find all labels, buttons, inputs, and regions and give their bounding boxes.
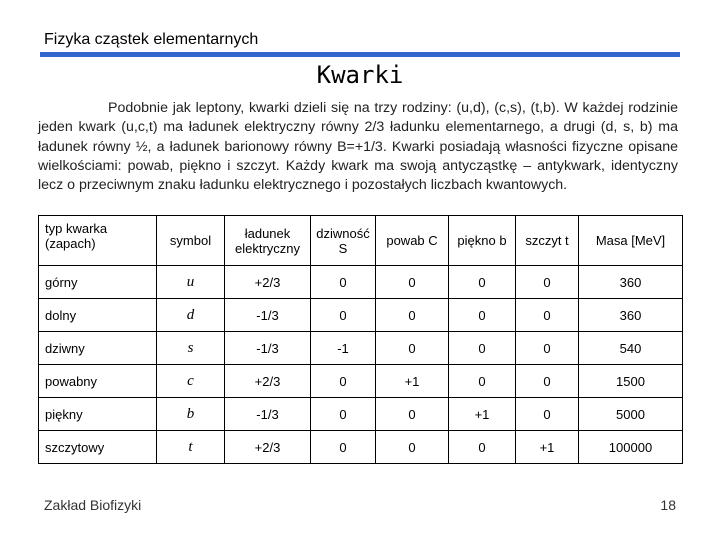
cell-charge: -1/3 bbox=[225, 299, 311, 332]
header-cell-name: typ kwarka (zapach) bbox=[39, 216, 157, 266]
page-number: 18 bbox=[660, 497, 676, 513]
table-row bbox=[39, 365, 683, 398]
header-cell-charm: powab C bbox=[376, 216, 449, 266]
table-row bbox=[39, 266, 683, 299]
cell-symbol: u bbox=[157, 266, 225, 299]
header-cell-mass: Masa [MeV] bbox=[579, 216, 683, 266]
table-row bbox=[39, 299, 683, 332]
cell-beauty: 0 bbox=[449, 332, 516, 365]
cell-charge: +2/3 bbox=[225, 431, 311, 464]
table-header-row bbox=[39, 216, 683, 266]
cell-mass: 5000 bbox=[579, 398, 683, 431]
quark-table bbox=[38, 215, 683, 464]
cell-mass: 360 bbox=[579, 266, 683, 299]
header-cell-beauty: piękno b bbox=[449, 216, 516, 266]
header-cell-symbol: symbol bbox=[157, 216, 225, 266]
cell-mass: 1500 bbox=[579, 365, 683, 398]
header-rule bbox=[40, 52, 680, 57]
cell-strangeness: 0 bbox=[311, 299, 376, 332]
cell-name: szczytowy bbox=[39, 431, 157, 464]
cell-charge: +2/3 bbox=[225, 365, 311, 398]
cell-strangeness: 0 bbox=[311, 398, 376, 431]
table-row bbox=[39, 431, 683, 464]
cell-top: +1 bbox=[516, 431, 579, 464]
cell-strangeness: 0 bbox=[311, 266, 376, 299]
cell-strangeness: 0 bbox=[311, 365, 376, 398]
cell-top: 0 bbox=[516, 398, 579, 431]
cell-name: górny bbox=[39, 266, 157, 299]
cell-charm: 0 bbox=[376, 266, 449, 299]
cell-symbol: c bbox=[157, 365, 225, 398]
cell-top: 0 bbox=[516, 365, 579, 398]
cell-mass: 360 bbox=[579, 299, 683, 332]
table-row bbox=[39, 332, 683, 365]
cell-name: powabny bbox=[39, 365, 157, 398]
cell-name: dolny bbox=[39, 299, 157, 332]
header-title: Fizyka cząstek elementarnych bbox=[44, 31, 259, 48]
cell-mass: 100000 bbox=[579, 431, 683, 464]
cell-name: dziwny bbox=[39, 332, 157, 365]
cell-symbol: s bbox=[157, 332, 225, 365]
cell-charm: 0 bbox=[376, 332, 449, 365]
intro-paragraph: Podobnie jak leptony, kwarki dzieli się na trzy rodziny: (u,d), (c,s), (t,b). W każdej rodzinie jeden kwark (u,c,t) ma ładunek elektryczny równy 2/3 ładunku elementarnego, a drugi (d, s, b) ma ładunek równy ½, a ładunek barionowy równy B=+1/3. Kwarki posiadają własności fizyczne opisane wielkościami: powab, piękno i szczyt. Każdy kwark ma swoją antycząstkę – antykwark, identyczny lecz o przeciwnym znaku ładunku elektrycznego i pozostałych liczbach kwantowych. bbox=[38, 100, 678, 194]
cell-beauty: +1 bbox=[449, 398, 516, 431]
cell-symbol: t bbox=[157, 431, 225, 464]
cell-charm: 0 bbox=[376, 398, 449, 431]
cell-beauty: 0 bbox=[449, 266, 516, 299]
header-cell-strangeness: dziwność S bbox=[311, 216, 376, 266]
cell-charm: +1 bbox=[376, 365, 449, 398]
cell-strangeness: -1 bbox=[311, 332, 376, 365]
cell-charm: 0 bbox=[376, 431, 449, 464]
footer-department: Zakład Biofizyki bbox=[44, 497, 142, 513]
cell-charm: 0 bbox=[376, 299, 449, 332]
slide-title: Kwarki bbox=[316, 61, 404, 89]
cell-top: 0 bbox=[516, 299, 579, 332]
cell-symbol: d bbox=[157, 299, 225, 332]
cell-beauty: 0 bbox=[449, 431, 516, 464]
cell-beauty: 0 bbox=[449, 299, 516, 332]
cell-top: 0 bbox=[516, 266, 579, 299]
cell-strangeness: 0 bbox=[311, 431, 376, 464]
cell-top: 0 bbox=[516, 332, 579, 365]
header-cell-top: szczyt t bbox=[516, 216, 579, 266]
cell-symbol: b bbox=[157, 398, 225, 431]
cell-charge: +2/3 bbox=[225, 266, 311, 299]
cell-name: piękny bbox=[39, 398, 157, 431]
header-cell-charge: ładunek elektryczny bbox=[225, 216, 311, 266]
cell-charge: -1/3 bbox=[225, 332, 311, 365]
cell-beauty: 0 bbox=[449, 365, 516, 398]
cell-mass: 540 bbox=[579, 332, 683, 365]
cell-charge: -1/3 bbox=[225, 398, 311, 431]
table-row bbox=[39, 398, 683, 431]
